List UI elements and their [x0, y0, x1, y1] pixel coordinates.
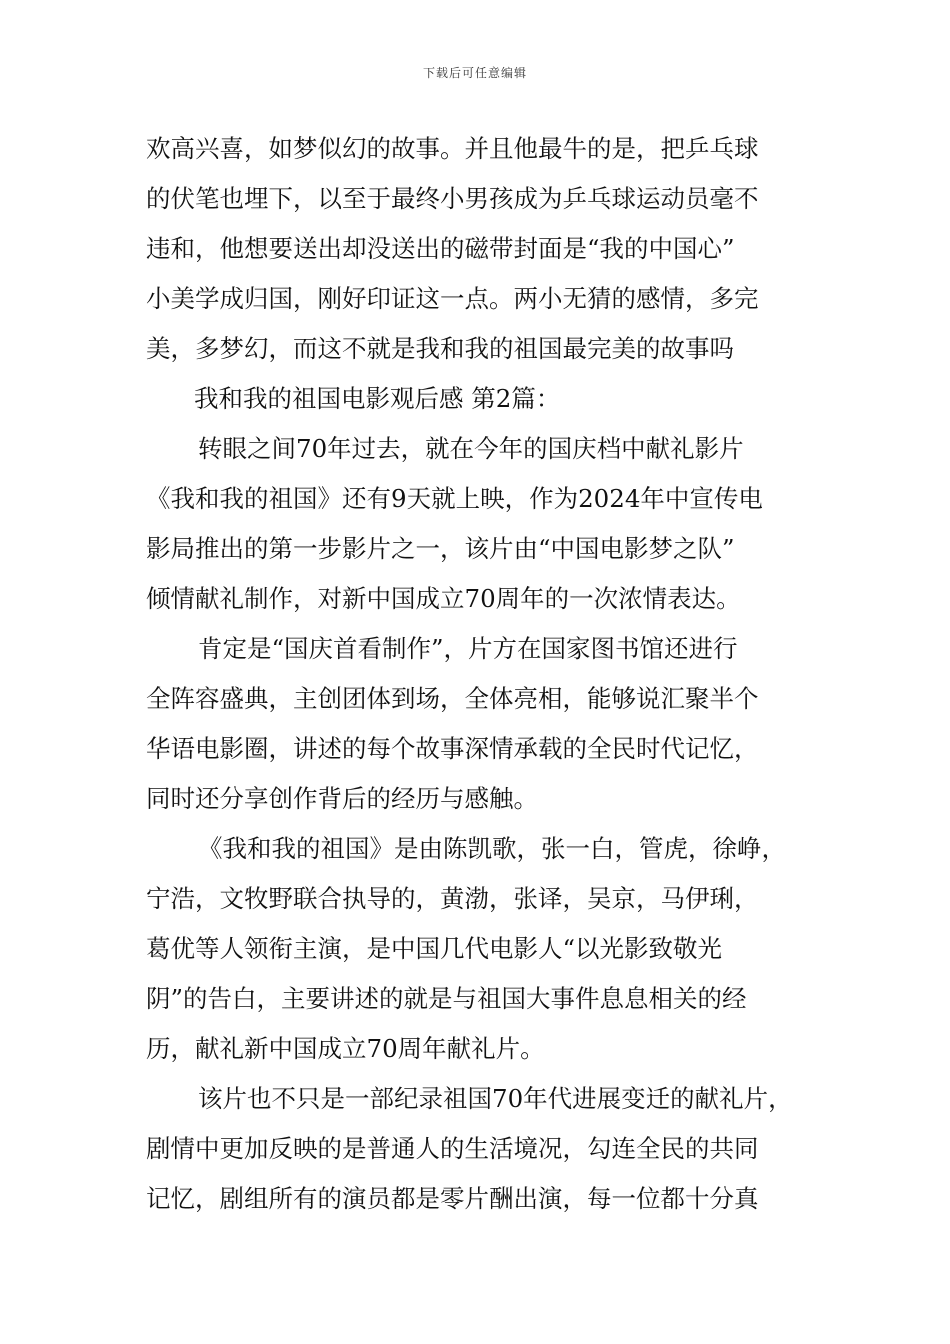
text-line: 影局推出的第一步影片之一，该片由“中国电影梦之队” — [146, 534, 735, 563]
text-line: 宁浩，文牧野联合执导的，黄渤，张译，吴京，马伊琍， — [146, 884, 759, 913]
text-line: 记忆，剧组所有的演员都是零片酬出演，每一位都十分真 — [146, 1184, 759, 1213]
text-line: 倾情献礼制作，对新中国成立70周年的一次浓情表达。 — [146, 584, 741, 613]
paragraph-start: 肯定是“国庆首看制作”，片方在国家图书馆还进行 — [198, 634, 738, 663]
text-line: 剧情中更加反映的是普通人的生活境况，勾连全民的共同 — [146, 1134, 759, 1163]
paragraph-start: 转眼之间70年过去，就在今年的国庆档中献礼影片 — [198, 434, 744, 463]
text-line: 的伏笔也埋下，以至于最终小男孩成为乒乓球运动员毫不 — [146, 184, 759, 213]
text-line: 美，多梦幻，而这不就是我和我的祖国最完美的故事吗 — [146, 334, 734, 363]
text-line: 历，献礼新中国成立70周年献礼片。 — [146, 1034, 545, 1063]
text-line: 葛优等人领衔主演，是中国几代电影人“以光影致敬光 — [146, 934, 723, 963]
paragraph-start: 《我和我的祖国》是由陈凯歌，张一白，管虎，徐峥， — [198, 834, 786, 863]
text-line: 小美学成归国，刚好印证这一点。两小无猜的感情，多完 — [146, 284, 759, 313]
text-line: 欢高兴喜，如梦似幻的故事。并且他最牛的是，把乒乓球 — [146, 134, 759, 163]
text-line: 违和，他想要送出却没送出的磁带封面是“我的中国心” — [146, 234, 735, 263]
text-line: 同时还分享创作背后的经历与感触。 — [146, 784, 538, 813]
text-line: 《我和我的祖国》还有9天就上映，作为2024年中宣传电 — [146, 484, 763, 513]
text-line: 全阵容盛典，主创团体到场，全体亮相，能够说汇聚半个 — [146, 684, 759, 713]
text-line: 阴”的告白，主要讲述的就是与祖国大事件息息相关的经 — [146, 984, 747, 1013]
section-heading: 我和我的祖国电影观后感 第2篇： — [194, 384, 561, 413]
paragraph-start: 该片也不只是一部纪录祖国70年代进展变迁的献礼片， — [198, 1084, 793, 1113]
document-body — [146, 124, 818, 1224]
text-line: 华语电影圈，讲述的每个故事深情承载的全民时代记忆， — [146, 734, 759, 763]
page-header: 下载后可任意编辑 — [422, 66, 527, 80]
